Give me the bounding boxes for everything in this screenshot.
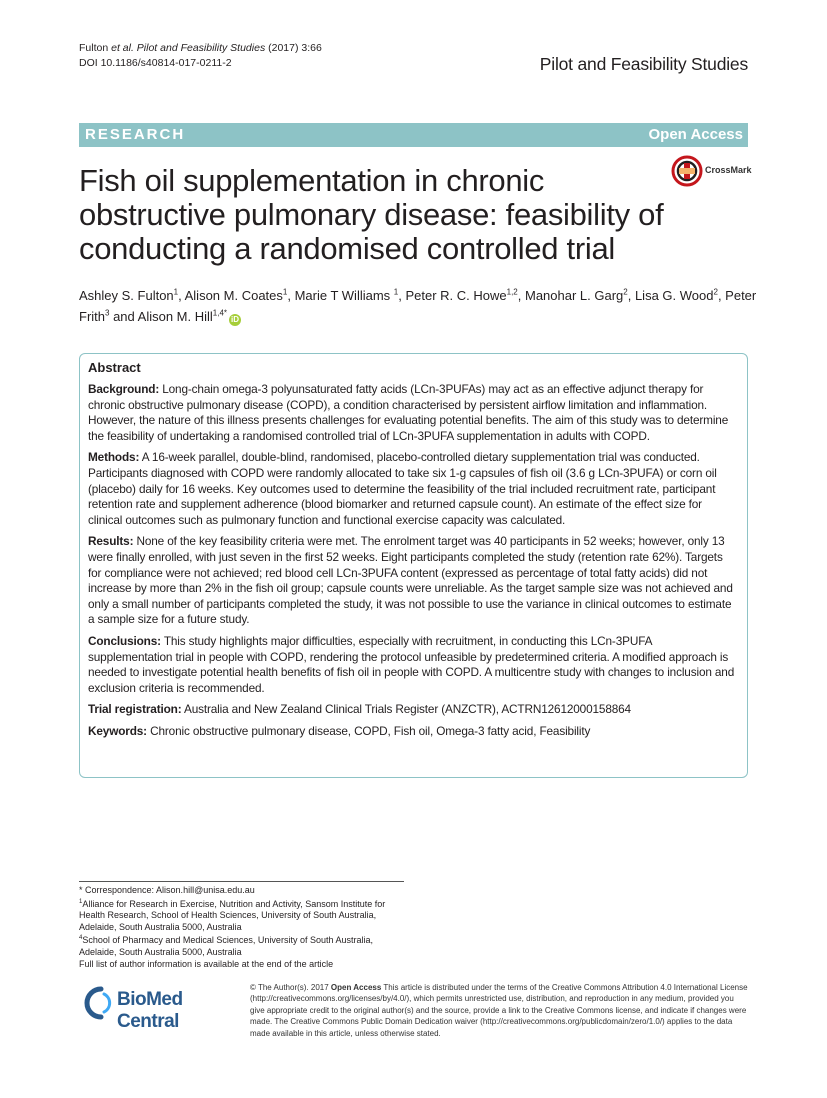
author-list: Ashley S. Fulton$^1$, Alison M. Coates$^1$, Marie T Williams $^1$, Peter R. C. Howe$^{1,2}$, Manohar L. Garg$^2$, Lisa G. Wood$^2$, Peter Frith$^3$ and Alison M. Hill$^{1,4*}$iD (79, 287, 757, 324)
open-access-label: Open Access (648, 126, 743, 143)
section-text: Long-chain omega-3 polyunsaturated fatty acids (LCn-3PUFAs) may act as an effective adjunct therapy for chronic obstructive pulmonary disease (COPD), a condition characterised by persistent airflow limitation and inflammation. However, the nature of this illness presents challenges for evaluating potential benefits. The aim of this study was to determine the feasibility of undertaking a randomised controlled trial of LCn-3PUFA supplementation in adults with COPD. (88, 382, 729, 443)
author-name: Peter R. C. Howe (405, 288, 507, 303)
author-name: Marie T Williams (294, 288, 394, 303)
author-affiliation: 1 (393, 287, 399, 297)
author-affiliation: 2 (713, 287, 718, 297)
footnotes (79, 885, 409, 970)
section-text: This study highlights major difficulties, especially with recruitment, in conducting this LCn-3PUFA supplementation trial in people with COPD, rendering the protocol unfeasible by predetermined criteria. A modified approach is needed to investigate potential health benefits of fish oil in people with COPD. A multicentre study with changes to inclusion and exclusion criteria is recommended. (88, 633, 735, 695)
abstract-heading: Abstract (88, 360, 141, 375)
abstract-conclusions (88, 634, 738, 696)
author-name: Peter Frith (79, 288, 757, 324)
bmc-logo-text: BioMed Central (117, 989, 183, 1032)
license-open-access: Open Access (330, 983, 382, 992)
abstract-methods (88, 450, 738, 528)
abstract-box (79, 353, 748, 778)
authors-joiner: and (109, 309, 138, 324)
footnote-divider (79, 881, 404, 882)
citation-authors: Fulton (79, 42, 112, 54)
correspondence-email[interactable]: * Correspondence: Alison.hill@unisa.edu.au (79, 885, 255, 895)
affiliation-number: 1 (79, 898, 83, 905)
article-title: Fish oil supplementation in chronic obstructive pulmonary disease: feasibility of conducting a randomised controlled trial (79, 163, 664, 266)
author-affiliation: 1 (173, 287, 179, 297)
crossmark-label: CrossMark (705, 165, 752, 175)
affiliation-text: School of Pharmacy and Medical Sciences, University of South Australia, Adelaide, South Australia 5000, Australia (79, 935, 373, 957)
author-name: Alison M. Hill (137, 309, 213, 324)
section-label: Conclusions: (88, 633, 161, 648)
author-affiliation: 3 (105, 308, 110, 318)
citation-year-volume: (2017) 3:66 (265, 42, 322, 54)
doi-link[interactable]: DOI 10.1186/s40814-017-0211-2 (79, 57, 232, 69)
author-affiliation: 1,2 (506, 287, 518, 297)
citation-journal: Pilot and Feasibility Studies (133, 42, 266, 54)
citation-line (79, 42, 322, 54)
author-affiliation: 1,4* (212, 308, 228, 318)
author-name: Alison M. Coates (184, 288, 283, 303)
section-label: Trial registration: (88, 702, 182, 717)
author-name: Manohar L. Garg (524, 288, 624, 303)
section-label: Methods: (88, 450, 140, 465)
affiliation-number: 4 (79, 935, 83, 942)
affiliation-4 (79, 933, 409, 958)
author-name: Lisa G. Wood (634, 288, 714, 303)
biomed-central-logo (79, 985, 239, 1032)
abstract-background (88, 382, 738, 444)
section-text: Australia and New Zealand Clinical Trials Register (ANZCTR), ACTRN12612000158864 (181, 702, 631, 717)
license-prefix: © The Author(s). 2017 (250, 983, 331, 992)
author-affiliation: 1 (282, 287, 288, 297)
license-body: This article is distributed under the terms of the Creative Commons Attribution 4.0 International License (http://creativecommons.org/licenses/by/4.0/), which permits unrestricted use, distribution, and reproduction in any medium, provided you give appropriate credit to the original author(s) and the source, provide a link to the Creative Commons license, and indicate if changes were made. The Creative Commons Public Domain Dedication waiver (http://creativecommons.org/publicdomain/zero/1.0/) applies to the data made available in this article, unless otherwise stated. (250, 983, 748, 1038)
section-text: Chronic obstructive pulmonary disease, COPD, Fish oil, Omega-3 fatty acid, Feasibility (146, 723, 591, 738)
orcid-icon[interactable]: iD (231, 315, 240, 324)
article-type-label: RESEARCH (85, 126, 186, 143)
citation-etal: et al. (111, 42, 134, 54)
author-info-note: Full list of author information is available at the end of the article (79, 958, 334, 969)
section-text: A 16-week parallel, double-blind, randomised, placebo-controlled dietary supplementation trial was conducted. Participants diagnosed with COPD were randomly allocated to take six 1-g capsules of fish oil (3.6 g LCn-3PUFA) or corn oil (placebo) daily for 16 weeks. Key outcomes used to determine the feasibility of the trial included recruitment rate, participant retention rate and supplement adherence (blood biomarker and returned capsule count). An estimate of the effect size for clinical outcomes such as pulmonary function and functional exercise capacity was calculated. (88, 450, 717, 527)
abstract-keywords (88, 724, 738, 740)
section-label: Background: (88, 382, 160, 396)
bmc-logo-icon (79, 985, 115, 1021)
section-label: Results: (88, 534, 134, 549)
section-label: Keywords: (88, 723, 147, 738)
journal-name: Pilot and Feasibility Studies (539, 54, 748, 74)
abstract-trial-registration (88, 702, 738, 718)
affiliation-text: Alliance for Research in Exercise, Nutrition and Activity, Sansom Institute for Health Research, School of Health Sciences, University of South Australia, Adelaide, South Australia 5000, Australia (79, 898, 386, 932)
section-text: None of the key feasibility criteria were met. The enrolment target was 40 participants in 52 weeks; however, only 13 were finally enrolled, with just seven in the first 52 weeks. Eight participants completed the study (retention rate 62%). Targets for compliance were not achieved; red blood cell LCn-3PUFA content (expressed as percentage of total fatty acids) did not increase by more than 2% in the fish oil group; capsule counts were unreliable. As the target sample size was not achieved and only a small number of participants completed the study, it was not possible to use the variance in clinical outcomes to estimate a sample size for a future study. (88, 534, 733, 627)
abstract-results (88, 534, 738, 628)
author-affiliation: 2 (623, 287, 628, 297)
article-type-banner (79, 123, 748, 147)
license-text (250, 982, 750, 1039)
affiliation-1 (79, 897, 409, 934)
crossmark-badge[interactable] (671, 155, 751, 187)
crossmark-icon (671, 155, 703, 187)
author-name: Ashley S. Fulton (79, 288, 174, 303)
